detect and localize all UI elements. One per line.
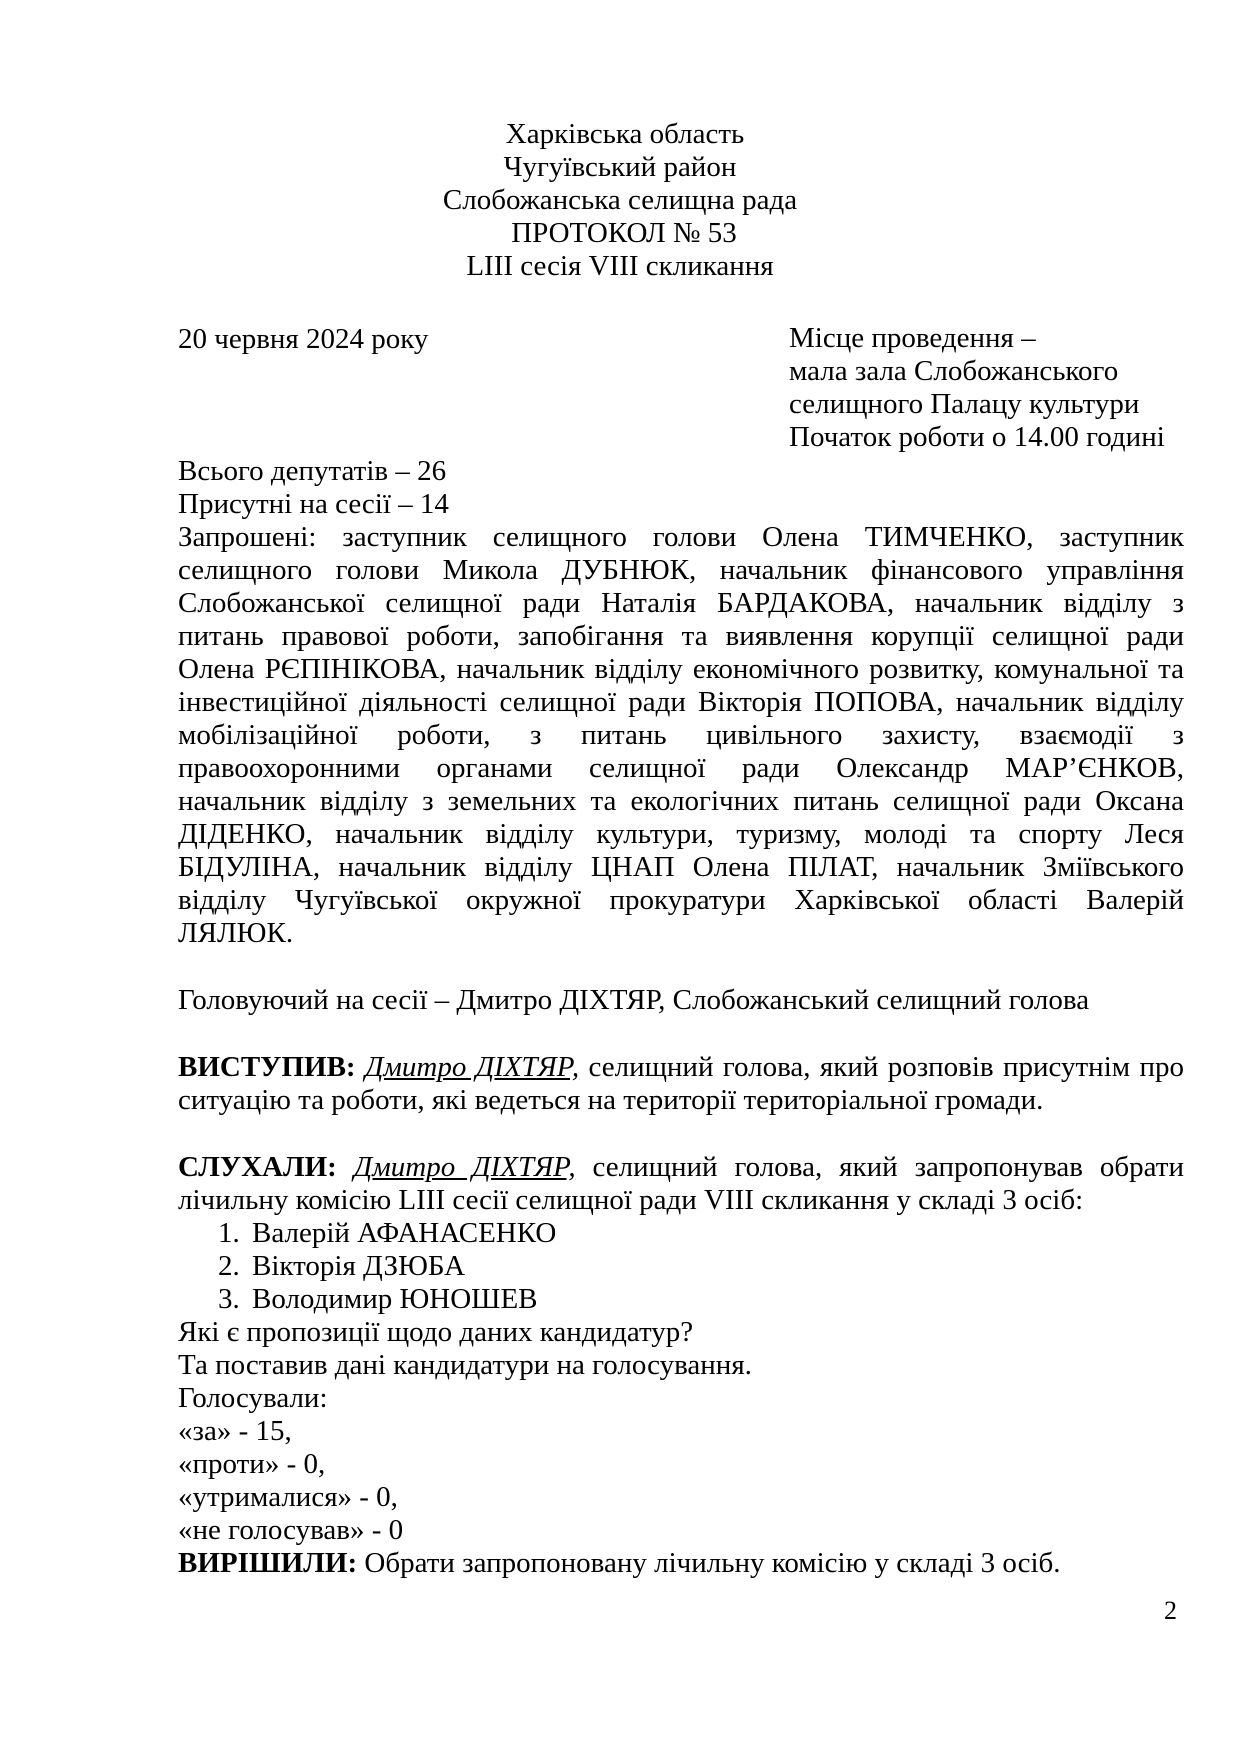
session-line: LIII сесія VIII скликання bbox=[466, 250, 774, 282]
council-line: Слобожанська селищна рада bbox=[442, 184, 798, 216]
total-deputies: Всього депутатів – 26 bbox=[178, 455, 447, 487]
region-line: Харківська область bbox=[505, 118, 745, 150]
proposal-question: Які є пропозиції щодо даних кандидатур? bbox=[178, 1316, 694, 1348]
decided-label: ВИРІШИЛИ: bbox=[178, 1547, 358, 1579]
spoke-text: селищний голова, який розповів присутнім про bbox=[579, 1051, 1184, 1083]
page-number: 2 bbox=[1164, 1596, 1177, 1625]
venue-block bbox=[789, 322, 1165, 454]
vote-not-voted: «не голосував» - 0 bbox=[178, 1514, 404, 1546]
invited-paragraph bbox=[178, 521, 1184, 950]
venue-line: Початок роботи о 14.00 годині bbox=[789, 421, 1165, 453]
vote-title: Голосували: bbox=[178, 1382, 328, 1414]
heard-speaker-name: Дмитро ДІХТЯР, bbox=[353, 1151, 576, 1183]
meeting-date: 20 червня 2024 року bbox=[178, 323, 429, 355]
list-item bbox=[178, 1217, 1184, 1250]
vote-against: «проти» - 0, bbox=[178, 1448, 326, 1480]
document-header bbox=[0, 118, 1240, 283]
district-line: Чугуївський район bbox=[503, 151, 737, 183]
vote-abstained: «утрималися» - 0, bbox=[178, 1481, 398, 1513]
present-deputies: Присутні на сесії – 14 bbox=[178, 488, 449, 520]
invited-line: правоохоронними органами селищної ради Олександр МАР’ЄНКОВ, bbox=[178, 752, 1184, 784]
heard-line bbox=[178, 1151, 1184, 1184]
invited-line: Запрошені: заступник селищного голови Олена ТИМЧЕНКО, заступник bbox=[178, 521, 1184, 553]
list-item-name: Володимир ЮНОШЕВ bbox=[252, 1283, 538, 1315]
list-item-number: 2. bbox=[218, 1250, 240, 1282]
venue-line: селищного Палацу культури bbox=[789, 388, 1140, 420]
invited-line: селищного голови Микола ДУБНЮК, начальник фінансового управління bbox=[178, 554, 1184, 586]
list-item-number: 3. bbox=[218, 1283, 240, 1315]
invited-line: відділу Чугуївської окружної прокуратури Харківської області Валерій bbox=[178, 884, 1184, 916]
decided-text: Обрати запропоновану лічильну комісію у складі 3 осіб. bbox=[357, 1547, 1061, 1579]
invited-line: питань правової роботи, запобігання та виявлення корупції селищної ради bbox=[178, 620, 1184, 652]
invited-line: Слобожанської селищної ради Наталія БАРДАКОВА, начальник відділу з bbox=[178, 587, 1184, 619]
heard-text: селищний голова, який запропонував обрати bbox=[575, 1151, 1185, 1183]
heard-line-2: лічильну комісію LIII сесії селищної ради VIII скликання у складі 3 осіб: bbox=[178, 1184, 1084, 1216]
heard-label: СЛУХАЛИ: bbox=[178, 1151, 337, 1183]
protocol-title: ПРОТОКОЛ № 53 bbox=[511, 217, 737, 249]
invited-line: інвестиційної діяльності селищної ради Вікторія ПОПОВА, начальник відділу bbox=[178, 686, 1184, 718]
vote-for: «за» - 15, bbox=[178, 1415, 292, 1447]
protocol-body bbox=[178, 455, 1184, 1580]
invited-line: мобілізаційної роботи, з питань цивільного захисту, взаємодії з bbox=[178, 719, 1184, 751]
spoke-label: ВИСТУПИВ: bbox=[178, 1051, 356, 1083]
list-item bbox=[178, 1283, 1184, 1316]
invited-line: ДІДЕНКО, начальник відділу культури, туризму, молоді та спорту Леся bbox=[178, 818, 1184, 850]
speaker-name: Дмитро ДІХТЯР, bbox=[364, 1051, 580, 1083]
invited-line: Олена РЄПІНІКОВА, начальник відділу економічного розвитку, комунальної та bbox=[178, 653, 1184, 685]
invited-line: БІДУЛІНА, начальник відділу ЦНАП Олена ПІЛАТ, начальник Зміївського bbox=[178, 851, 1184, 883]
list-item-name: Вікторія ДЗЮБА bbox=[252, 1250, 466, 1282]
venue-line: Місце проведення – bbox=[789, 322, 1036, 354]
chair-line: Головуючий на сесії – Дмитро ДІХТЯР, Слобожанський селищний голова bbox=[178, 984, 1090, 1016]
spoke-line-2: ситуацію та роботи, які ведеться на території територіальної громади. bbox=[178, 1084, 1044, 1116]
list-item bbox=[178, 1250, 1184, 1283]
spoke-line bbox=[178, 1051, 1184, 1084]
venue-line: мала зала Слобожанського bbox=[789, 355, 1119, 387]
put-to-vote-line: Та поставив дані кандидатури на голосування. bbox=[178, 1349, 752, 1381]
invited-line: ЛЯЛЮК. bbox=[178, 917, 294, 949]
decision-line bbox=[178, 1547, 1184, 1580]
list-item-name: Валерій АФАНАСЕНКО bbox=[252, 1217, 557, 1249]
invited-line: начальник відділу з земельних та екологічних питань селищної ради Оксана bbox=[178, 785, 1184, 817]
list-item-number: 1. bbox=[218, 1217, 240, 1249]
